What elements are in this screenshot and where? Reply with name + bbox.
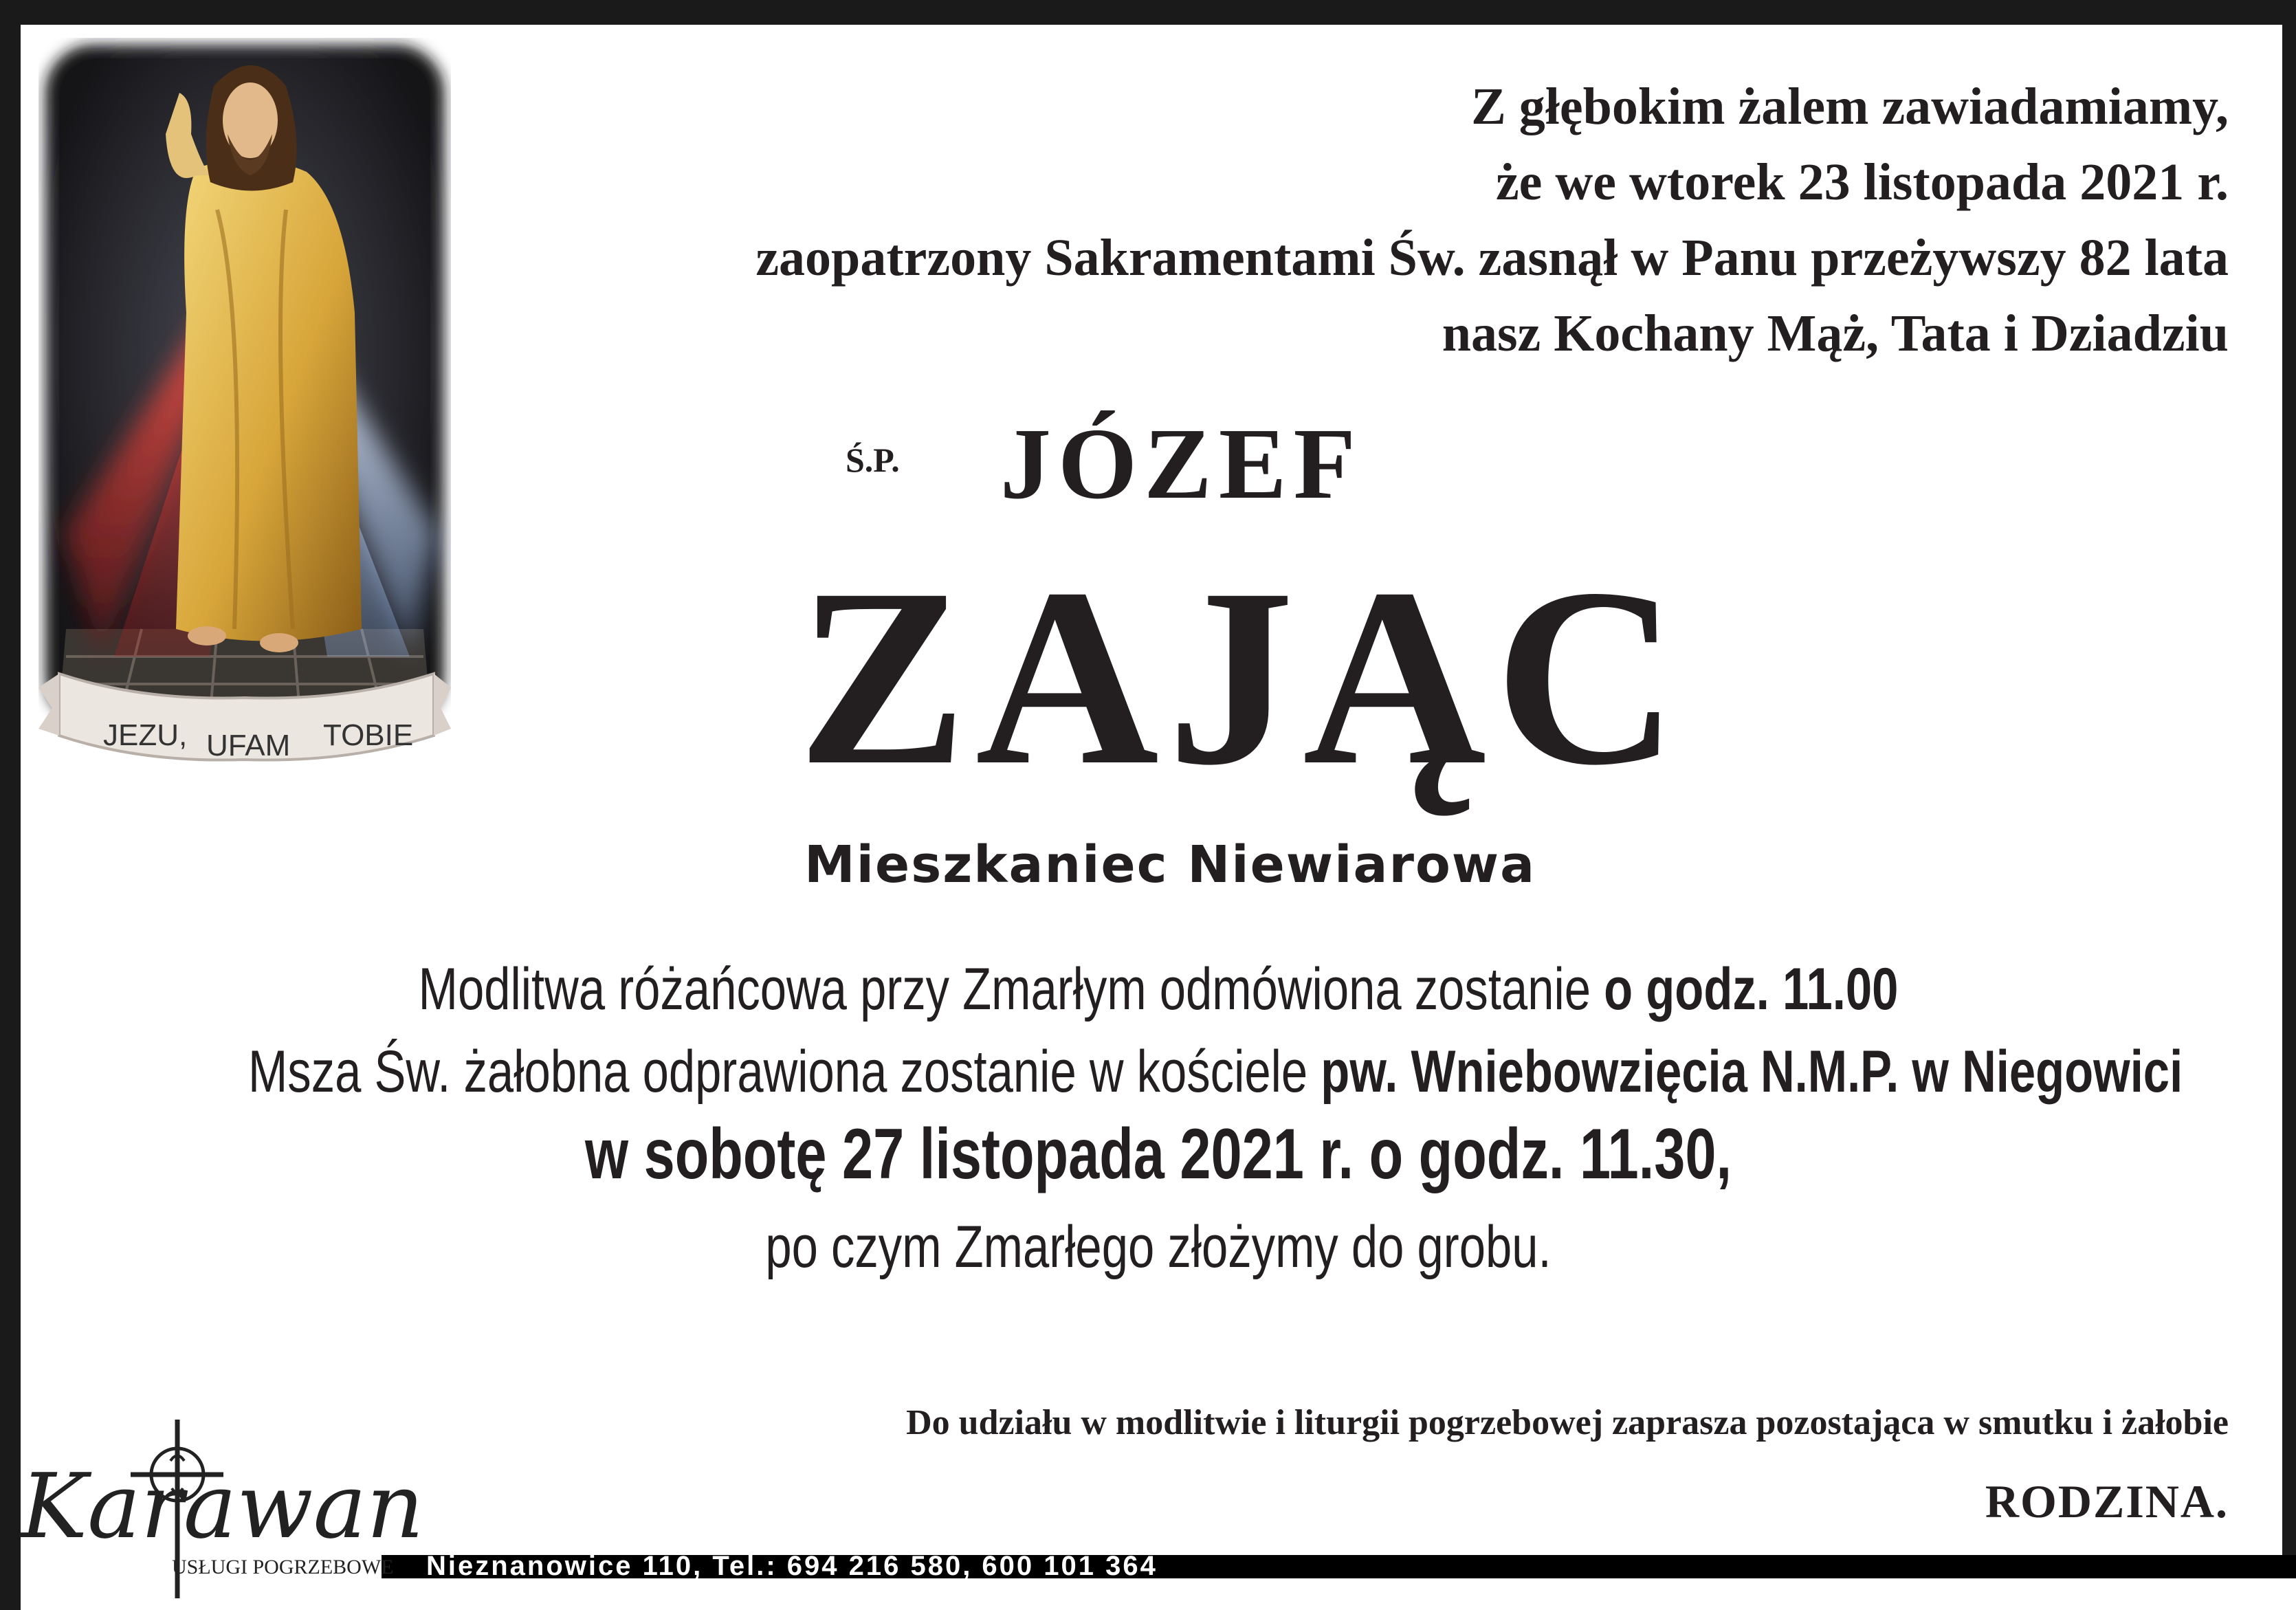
first-name: JÓZEF xyxy=(1000,408,1362,520)
intro-line-4: nasz Kochany Mąż, Tata i Dziadziu xyxy=(1442,305,2229,362)
motto-word-1: JEZU, xyxy=(103,718,188,752)
divine-mercy-image xyxy=(38,38,451,787)
residence: Mieszkaniec Niewiarowa xyxy=(804,835,1536,894)
mass-line xyxy=(248,1038,2183,1106)
invitation-text: Do udziału w modlitwie i liturgii pogrzebowej zaprasza pozostająca w smutku i żałobie xyxy=(906,1403,2229,1442)
frame-right-border xyxy=(2282,0,2296,1578)
motto-word-3: TOBIE xyxy=(323,718,414,752)
mass-church: pw. Wniebowzięcia N.M.P. w Niegowici xyxy=(1321,1039,2183,1105)
motto-word-2: UFAM xyxy=(206,729,291,762)
company-contact: Nieznanowice 110, Tel.: 694 216 580, 600 101 364 xyxy=(426,1551,1158,1581)
mass-text: Msza Św. żałobna odprawiona zostanie w kościele xyxy=(248,1039,1321,1105)
rosary-line xyxy=(248,956,2068,1024)
rosary-text: Modlitwa różańcowa przy Zmarłym odmówiona zostanie xyxy=(418,956,1604,1022)
rosary-time: o godz. 11.00 xyxy=(1604,956,1899,1022)
intro-line-3: zaopatrzony Sakramentami Św. zasnął w Panu przeżywszy 82 lata xyxy=(755,229,2229,287)
surname: ZAJĄC xyxy=(797,536,1687,818)
frame-top-border xyxy=(0,0,2296,25)
company-name: Karawan xyxy=(21,1454,424,1558)
date-line: w sobotę 27 listopada 2021 r. o godz. 11.30, xyxy=(584,1114,1732,1194)
intro-line-1: Z głębokim żalem zawiadamiamy, xyxy=(1471,78,2229,135)
company-subtitle: USŁUGI POGRZEBOWE xyxy=(172,1556,394,1578)
intro-line-2: że we wtorek 23 listopada 2021 r. xyxy=(1495,153,2229,211)
signature: RODZINA. xyxy=(1985,1475,2229,1528)
frame-left-border xyxy=(0,0,21,1610)
burial-line: po czym Zmarłego złożymy do grobu. xyxy=(765,1214,1552,1280)
prefix-sp: Ś.P. xyxy=(846,441,900,479)
